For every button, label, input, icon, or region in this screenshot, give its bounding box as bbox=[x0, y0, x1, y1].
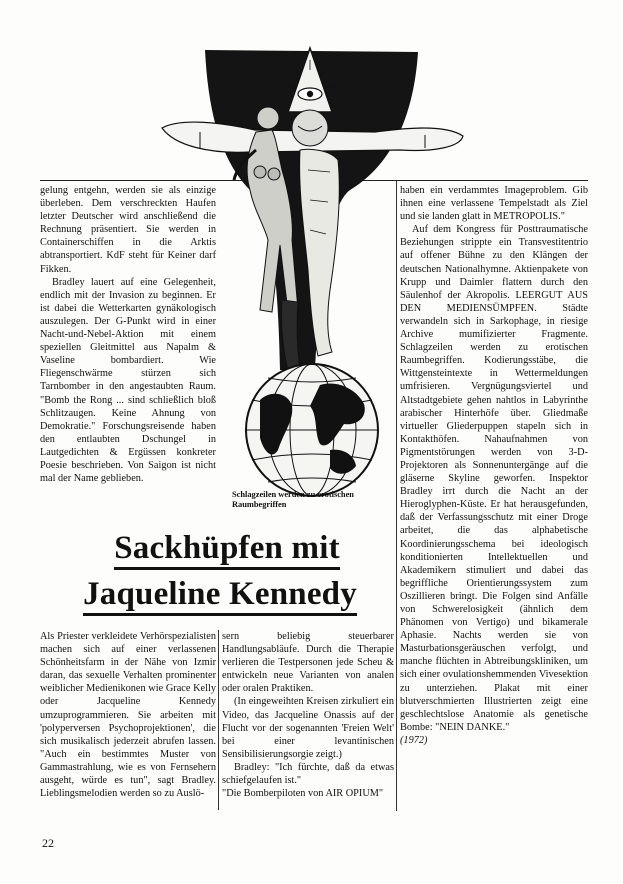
globe-icon bbox=[246, 364, 378, 496]
paragraph: Bradley lauert auf eine Gelegenheit, endlich mit der Invasion zu beginnen. Er ist dabei die Wetterkarten gynäkologisch auszulegen. Der G-Punkt wird in einer Nacht-und-Nebel-Aktion mit einem speziellen Gleitmittel aus Napalm & Vaseline bombardiert. Wie Fliegenschwärme stürzen sich Tarnbomber in den angestaubten Raum. "Bomb the Rong ... sind schließlich bloß Schlitzaugen. Keine Ahnung von Demokratie." Forschungsreisende haben den entlaubten Dschungel in Lautgedichten & Ergüssen konkreter Poesie beschrieben. Von Saigon ist nicht mal der Name geblieben. bbox=[40, 276, 216, 485]
headline-line-1: Sackhüpfen mit bbox=[114, 530, 340, 570]
paragraph: Als Priester verkleidete Verhörspezialisten machen sich auf einer verlassenen Schönheitsfarm in der Nähe von Izmir daran, das sexuelle Verhalten prominenter weiblicher Medienikonen wie Grace Kelly oder Jacqueline Kennedy umzuprogrammieren. Sie arbeiten mit 'polyperversen Psychoprojektionen', die sich musikalisch jederzeit abrufen lassen. "Auch ein bestimmtes Muster von Gammastrahlung, wie es von Fernsehern ausgeht, würde es tun", sagt Bradley. Lieblingsmelodien werden so zu Auslö- bbox=[40, 631, 216, 800]
page-number: 22 bbox=[42, 836, 54, 850]
paragraph: (In eingeweihten Kreisen zirkuliert ein Video, das Jacqueline Onassis auf der Flucht vor der sogenannten 'Freien Welt' bei einer levantinischen Sensibilisierungsorgie zeigt.) bbox=[222, 696, 394, 760]
image-caption: Schlagzeilen werden zu erotischen Raumbegriffen bbox=[232, 490, 354, 509]
paragraph: gelung entgehn, werden sie als einzige überleben. Dem verschreckten Haufen letzter Deutscher wird anschließend die Rechnung präsentiert. Sie werden in Containerschiffen in die Arktis abtransportiert. KdF steht für Keiner darf Fikken. bbox=[40, 185, 216, 275]
column-bottom-left bbox=[40, 630, 216, 800]
paragraph: haben ein verdammtes Imageproblem. Gib ihnen eine verlassene Tempelstadt als Ziel und sie landen glatt in METROPOLIS." bbox=[400, 185, 588, 223]
column-divider-bottom bbox=[218, 630, 219, 810]
year-note: (1972) bbox=[400, 734, 428, 746]
column-bottom-middle bbox=[222, 630, 394, 800]
column-right bbox=[400, 184, 588, 747]
column-left-top bbox=[40, 184, 216, 485]
paragraph: "Die Bomberpiloten von AIR OPIUM" bbox=[222, 788, 384, 800]
paragraph: sern beliebig steuerbarer Handlungsabläufe. Durch die Therapie verlieren die Testpersonen jede Scheu & entwickeln neue Varianten von analen oder oralen Praktiken. bbox=[222, 631, 394, 695]
article-headline bbox=[40, 528, 400, 614]
paragraph: Auf dem Kongress für Posttraumatische Beziehungen strippte ein Transvestitentrio auf offener Bühne zu den Klängen der deutschen Nationalhymne. Aktienpakete von Krupp und Daimler flattern durch den Säulenhof der Akropolis. LEERGUT AUS DEN MEDIENSÜMPFEN. Städte verwandeln sich in Sarkophage, in riesige Archive mumifizierter Fragmente. Schlagzeilen werden zu erotischen Raumbegriffen. Kodierungsstäbe, die Wittgensteintexte in Wettermeldungen umfrisieren. Vergnügungsviertel und Altstadtgebiete gehen nahtlos in Labyrinthe arabischer Hinterhöfe über. Gliedmaße virtueller Gliederpuppen stapeln sich in Kontakthöfen. Nahaufnahmen von Pigmentstörungen werden von 3-D-Projektoren als Sonnenuntergänge auf die gläserne Skyline geworfen. Inspektor Bradley irrt durch die Nacht an der Hieroglyphen-Küste. Er hat herausgefunden, daß der Verfassungsschutz mit einer Droge arbeitet, die das alphabetische Koordinierungsschema bei ideologisch konditionierten Intellektuellen und Akademikern stimuliert und dabei das begriffliche Orientierungssystem zum Oszillieren bringt. Die Folgen sind Anfälle von Schwerelosigkeit (ähnlich dem Phänomen von Vertigo) und bikamerale Aphasie. Nachts werden sie von Masturbationsgeräuschen verfolgt, und manche flüchten in Abtreibungskliniken, um sich einer ovulationshemmenden Vivesektion zu unterziehen. Plakat mit einer blutverschmierten Illustrierten zeigt eine geschlechtslose Anatomie als genetische Bombe: "NEIN DANKE." bbox=[400, 224, 588, 733]
headline-line-2: Jaqueline Kennedy bbox=[83, 576, 357, 616]
paragraph: Bradley: "Ich fürchte, daß da etwas schiefgelaufen ist." bbox=[222, 761, 394, 787]
